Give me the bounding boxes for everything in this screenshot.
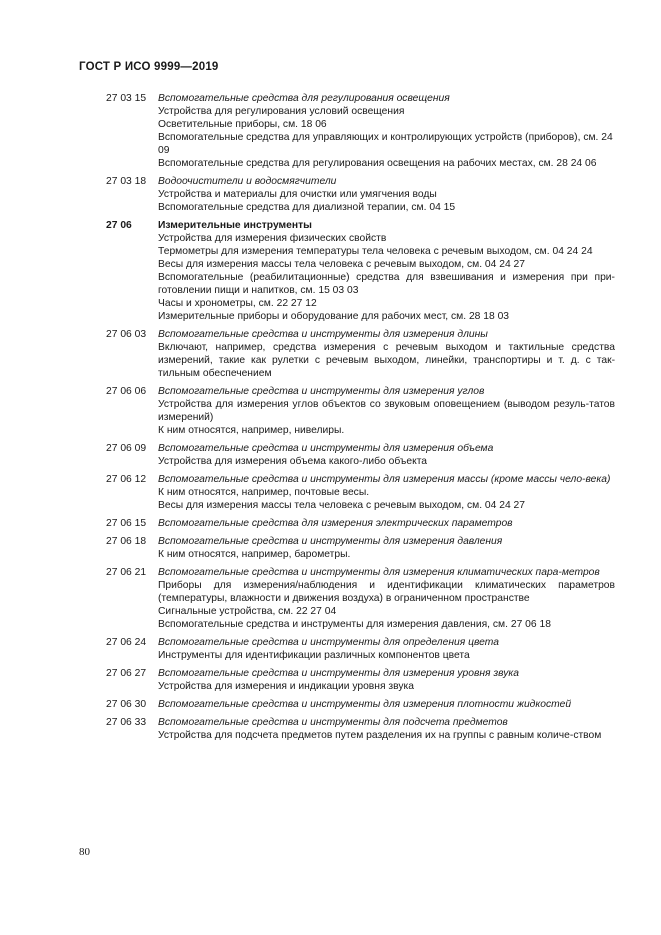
entry-code: 27 06 15 bbox=[106, 518, 147, 529]
entry-line: Устройства и материалы для очистки или умягчения воды bbox=[158, 189, 437, 200]
classification-entry bbox=[0, 92, 661, 170]
entry-line: Включают, например, средства измерения с речевым выходом и тактильные средства измерений, такие как рулетки с речевым выходом, линейки, транспортиры и т. д. с так-тильным обеспечением bbox=[158, 342, 615, 379]
document-header: ГОСТ Р ИСО 9999—2019 bbox=[79, 61, 219, 73]
entry-code: 27 03 15 bbox=[106, 93, 147, 104]
entry-code: 27 03 18 bbox=[106, 176, 147, 187]
entry-code: 27 06 06 bbox=[106, 386, 147, 397]
entry-code: 27 06 03 bbox=[106, 329, 147, 340]
entry-line: К ним относятся, например, нивелиры. bbox=[158, 425, 345, 436]
entry-title: Вспомогательные средства и инструменты для измерения плотности жидкостей bbox=[158, 699, 572, 710]
entry-code: 27 06 21 bbox=[106, 567, 147, 578]
entry-code: 27 06 12 bbox=[106, 474, 147, 485]
entry-title: Измерительные инструменты bbox=[158, 220, 312, 231]
entry-title: Вспомогательные средства для измерения электрических параметров bbox=[158, 518, 513, 529]
entry-line: Часы и хронометры, см. 22 27 12 bbox=[158, 298, 317, 309]
entry-title: Вспомогательные средства и инструменты для измерения длины bbox=[158, 329, 488, 340]
entry-line: Вспомогательные средства для диализной терапии, см. 04 15 bbox=[158, 202, 456, 213]
entry-line: Вспомогательные средства и инструменты для измерения давления, см. 27 06 18 bbox=[158, 619, 551, 630]
entries-list bbox=[0, 92, 661, 747]
entry-title: Вспомогательные средства и инструменты для определения цвета bbox=[158, 637, 499, 648]
classification-entry bbox=[0, 328, 661, 380]
classification-entry bbox=[0, 716, 661, 742]
entry-title: Вспомогательные средства для регулирования освещения bbox=[158, 93, 450, 104]
classification-entry bbox=[0, 175, 661, 214]
entry-title: Вспомогательные средства и инструменты для измерения массы (кроме массы чело-века) bbox=[158, 474, 611, 485]
entry-title: Вспомогательные средства и инструменты для измерения климатических пара-метров bbox=[158, 567, 600, 578]
entry-line: Устройства для регулирования условий освещения bbox=[158, 106, 405, 117]
classification-entry bbox=[0, 698, 661, 711]
entry-title: Вспомогательные средства и инструменты для измерения давления bbox=[158, 536, 503, 547]
entry-line: К ним относятся, например, барометры. bbox=[158, 549, 351, 560]
classification-entry bbox=[0, 442, 661, 468]
entry-line: Вспомогательные средства для регулирования освещения на рабочих местах, см. 28 24 06 bbox=[158, 158, 597, 169]
classification-entry bbox=[0, 219, 661, 323]
entry-code: 27 06 30 bbox=[106, 699, 147, 710]
entry-code: 27 06 bbox=[106, 220, 132, 231]
classification-entry bbox=[0, 667, 661, 693]
entry-line: Устройства для измерения физических свойств bbox=[158, 233, 387, 244]
entry-line: Устройства для измерения и индикации уровня звука bbox=[158, 681, 414, 692]
entry-code: 27 06 09 bbox=[106, 443, 147, 454]
entry-title: Вспомогательные средства и инструменты для подсчета предметов bbox=[158, 717, 508, 728]
classification-entry bbox=[0, 385, 661, 437]
entry-line: Осветительные приборы, см. 18 06 bbox=[158, 119, 327, 130]
entry-title: Водоочистители и водосмягчители bbox=[158, 176, 337, 187]
entry-line: Измерительные приборы и оборудование для рабочих мест, см. 28 18 03 bbox=[158, 311, 510, 322]
entry-code: 27 06 18 bbox=[106, 536, 147, 547]
entry-line: Термометры для измерения температуры тела человека с речевым выходом, см. 04 24 24 bbox=[158, 246, 593, 257]
entry-line: Инструменты для идентификации различных компонентов цвета bbox=[158, 650, 470, 661]
entry-line: Устройства для подсчета предметов путем разделения их на группы с равным количе-ством bbox=[158, 730, 602, 741]
classification-entry bbox=[0, 636, 661, 662]
entry-line: Весы для измерения массы тела человека с речевым выходом, см. 04 24 27 bbox=[158, 259, 526, 270]
entry-line: К ним относятся, например, почтовые весы. bbox=[158, 487, 370, 498]
entry-code: 27 06 33 bbox=[106, 717, 147, 728]
entry-title: Вспомогательные средства и инструменты для измерения углов bbox=[158, 386, 485, 397]
classification-entry bbox=[0, 566, 661, 631]
entry-code: 27 06 24 bbox=[106, 637, 147, 648]
entry-line: Вспомогательные средства для управляющих и контролирующих устройств (приборов), см. 24 09 bbox=[158, 132, 613, 156]
entry-line: Устройства для измерения углов объектов со звуковым оповещением (выводом резуль-татов измерений) bbox=[158, 399, 615, 423]
classification-entry bbox=[0, 473, 661, 512]
classification-entry bbox=[0, 517, 661, 530]
entry-line: Сигнальные устройства, см. 22 27 04 bbox=[158, 606, 337, 617]
entry-code: 27 06 27 bbox=[106, 668, 147, 679]
entry-title: Вспомогательные средства и инструменты для измерения уровня звука bbox=[158, 668, 519, 679]
entry-line: Весы для измерения массы тела человека с речевым выходом, см. 04 24 27 bbox=[158, 500, 526, 511]
classification-entry bbox=[0, 535, 661, 561]
entry-title: Вспомогательные средства и инструменты для измерения объема bbox=[158, 443, 494, 454]
page-number: 80 bbox=[79, 846, 90, 858]
entry-line: Устройства для измерения объема какого-либо объекта bbox=[158, 456, 428, 467]
entry-line: Вспомогательные (реабилитационные) средства для взвешивания и измерения при при-готовлении пищи и напитков, см. 15 03 03 bbox=[158, 272, 615, 296]
entry-line: Приборы для измерения/наблюдения и идентификации климатических параметров (температуры, влажности и движения воздуха) в ограниченном пространстве bbox=[158, 580, 615, 604]
